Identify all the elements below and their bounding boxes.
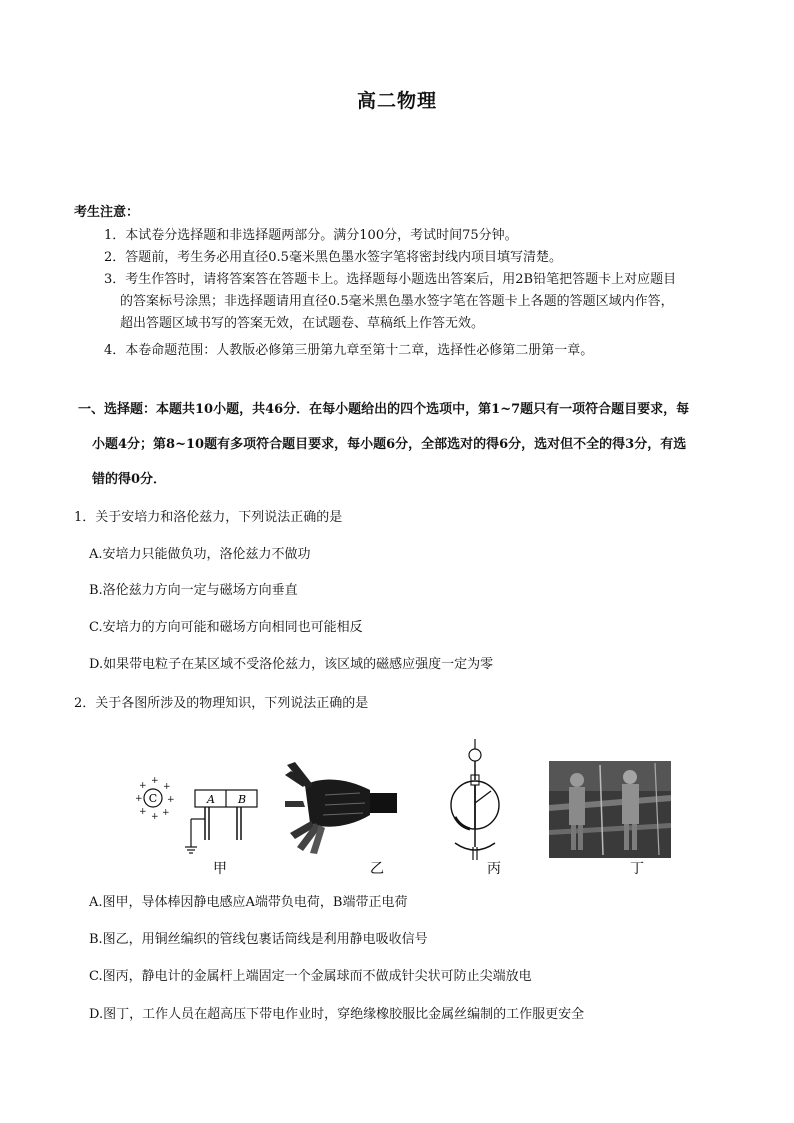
svg-text:+: + bbox=[162, 808, 170, 818]
question-2-stem: 2．关于各图所涉及的物理知识，下列说法正确的是 bbox=[74, 696, 369, 711]
section-line-3: 错的得0分． bbox=[92, 472, 167, 487]
figure-label-ding: 丁 bbox=[630, 861, 644, 877]
notice-item-1: 1．本试卷分选择题和非选择题两部分。满分100分，考试时间75分钟。 bbox=[104, 228, 518, 243]
figure-jia-diagram bbox=[135, 776, 257, 853]
figure-yi-cable bbox=[285, 762, 397, 854]
notice-item-2: 2．答题前，考生务必用直径0.5毫米黑色墨水签字笔将密封线内项目填写清楚。 bbox=[104, 250, 562, 265]
svg-text:+: + bbox=[135, 794, 143, 804]
notice-item-3 bbox=[104, 269, 734, 335]
notice-item-3-line-1: 3．考生作答时，请将答案答在答题卡上。选择题每小题选出答案后，用2B铅笔把答题卡上对应题目 bbox=[104, 272, 677, 287]
rod-label-a: A bbox=[207, 793, 215, 806]
section-instructions bbox=[78, 392, 728, 497]
svg-text:+: + bbox=[167, 795, 175, 805]
figure-ding-photo bbox=[549, 761, 671, 858]
notice-heading: 考生注意： bbox=[74, 205, 140, 220]
figure-label-jia: 甲 bbox=[213, 861, 227, 877]
question-2-option-b: B.图乙，用铜丝编织的管线包裹话筒线是利用静电吸收信号 bbox=[89, 932, 428, 947]
notice-item-4: 4．本卷命题范围：人教版必修第三册第九章至第十二章，选择性必修第二册第一章。 bbox=[104, 343, 594, 358]
question-2-figures bbox=[125, 735, 685, 880]
notice-item-3-line-3: 超出答题区域书写的答案无效，在试题卷、草稿纸上作答无效。 bbox=[120, 316, 485, 331]
notice-item-3-line-2: 的答案标号涂黑；非选择题请用直径0.5毫米黑色墨水签字笔在答题卡上各题的答题区域内作答， bbox=[120, 294, 674, 309]
svg-text:+: + bbox=[151, 812, 159, 822]
svg-text:+: + bbox=[163, 782, 171, 792]
question-2-option-d: D.图丁，工作人员在超高压下带电作业时，穿绝缘橡胶服比金属丝编制的工作服更安全 bbox=[89, 1007, 585, 1022]
rod-label-b: B bbox=[238, 793, 247, 806]
svg-text:+: + bbox=[139, 807, 147, 817]
question-1-option-b: B.洛伦兹力方向一定与磁场方向垂直 bbox=[89, 583, 298, 598]
section-line-1: 一、选择题：本题共10小题，共46分．在每小题给出的四个选项中，第1~7题只有一项符合题目要求，每 bbox=[78, 402, 690, 417]
section-line-2: 小题4分；第8~10题有多项符合题目要求，每小题6分，全部选对的得6分，选对但不全的得3分，有选 bbox=[92, 437, 687, 452]
question-1-option-c: C.安培力的方向可能和磁场方向相同也可能相反 bbox=[89, 620, 363, 635]
question-1-option-d: D.如果带电粒子在某区域不受洛伦兹力，该区域的磁感应强度一定为零 bbox=[89, 657, 494, 672]
question-2-option-a: A.图甲，导体棒因静电感应A端带负电荷，B端带正电荷 bbox=[89, 895, 408, 910]
svg-text:+: + bbox=[151, 776, 159, 786]
question-1-option-a: A.安培力只能做负功，洛伦兹力不做功 bbox=[89, 547, 311, 562]
figure-label-bing: 丙 bbox=[487, 861, 501, 877]
page-title: 高二物理 bbox=[356, 90, 437, 112]
svg-text:+: + bbox=[139, 781, 147, 791]
figure-bing-electroscope bbox=[451, 739, 499, 860]
question-1-stem: 1．关于安培力和洛伦兹力，下列说法正确的是 bbox=[74, 510, 343, 525]
ball-label: C bbox=[148, 792, 158, 805]
question-2-option-c: C.图丙，静电计的金属杆上端固定一个金属球而不做成针尖状可防止尖端放电 bbox=[89, 969, 532, 984]
figure-label-yi: 乙 bbox=[370, 861, 384, 877]
